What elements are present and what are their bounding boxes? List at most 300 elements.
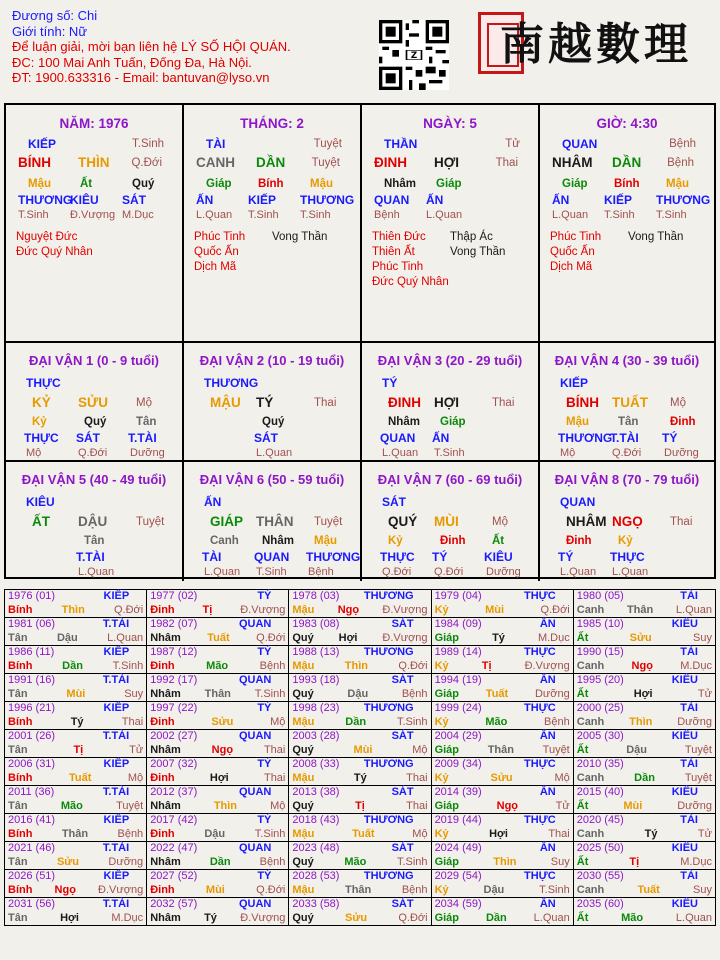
year-stem: Quý [292,631,314,644]
hidden-star: THƯƠNG [300,193,355,207]
hidden-star: TÝ [662,431,678,445]
year-cell [5,758,147,786]
dai-van-branch: HỢI [434,395,460,410]
year-branch: Mùi [205,883,225,896]
dai-van-cell [540,343,714,462]
year-state: Đ.Vượng [382,603,428,616]
year-branch: Tý [492,631,505,644]
header-line: ĐT: 1900.633316 - Email: bantuvan@lyso.vn [12,70,270,85]
year-state: L.Quan [675,911,712,924]
dai-van-branch: DẬU [78,514,108,529]
note-left: Nguyệt Đức [16,231,78,243]
hidden-star: THỰC [24,431,59,445]
header-line: Giới tính: Nữ [12,23,88,39]
year-stem: Canh [576,883,605,896]
hidden-stem: Giáp [562,178,588,190]
hidden-state: Bệnh [308,566,334,578]
year-branch: Tuất [68,771,92,784]
year-star: T.TÀI [102,842,130,854]
dai-van-branch: TÝ [256,395,274,410]
year-star: THỰC [524,590,556,602]
dai-van-god: Thai [492,397,515,409]
dai-van-cell [362,343,540,462]
year-star: THƯƠNG [363,870,414,882]
year-cell [573,898,715,926]
note-left: Quốc Ấn [550,246,595,258]
year-state: M.Dục [537,631,570,644]
year-stem: Bính [8,659,33,672]
year-branch: Ngọ [496,799,519,812]
year-star: KIÊU [671,730,698,742]
year-state: Q.Đới [256,883,286,896]
year-state: Đ.Vượng [524,659,570,672]
pillar-god: T.Sinh [132,138,164,150]
year-state: Bệnh [401,883,428,896]
year-cell [147,674,289,702]
note-right: Vong Thần [628,231,684,243]
hidden-stem: Bính [258,178,284,190]
pillar-title: NĂM: 1976 [59,116,129,131]
year-star: TÝ [257,814,272,826]
year-label: 2006 (31) [8,758,56,770]
year-star: KIÊU [671,898,698,910]
hidden-star: QUAN [380,431,416,445]
hidden-stem: Ất [80,178,93,190]
year-cell [431,730,573,758]
note-right: Vong Thần [450,246,506,258]
pillar-branch: DẦN [612,155,642,170]
hidden-star: ẤN [196,193,214,207]
year-label: 2030 (55) [576,870,624,882]
year-branch: Dần [345,715,367,728]
hidden-stem: Tân [84,535,105,547]
hidden-stem: Quý [262,416,285,428]
hidden-state: Q.Đới [434,566,464,578]
year-label: 2027 (52) [150,870,198,882]
year-stem: Tân [8,743,28,756]
year-cell [573,702,715,730]
year-cell [147,898,289,926]
year-state: Bệnh [401,687,428,700]
year-star: KIẾP [103,758,130,770]
year-stem: Ất [576,799,589,812]
dai-van-title: ĐẠI VẬN 6 (50 - 59 tuổi) [199,472,345,487]
hidden-state: T.Sinh [18,209,49,221]
year-label: 2031 (56) [8,898,56,910]
year-branch: Tý [644,827,658,840]
year-branch: Thìn [61,603,85,616]
year-cell [573,870,715,898]
table-row [5,758,716,786]
hidden-state: L.Quan [196,209,233,221]
year-branch: Hợi [489,827,508,840]
year-cell [147,758,289,786]
year-branch: Mão [60,799,83,812]
year-star: SÁT [391,674,414,686]
year-star: TÀI [680,870,698,882]
year-label: 1982 (07) [150,618,198,630]
year-branch: Hợi [209,771,229,784]
year-branch: Tị [355,799,365,812]
annual-luck-table [4,589,716,926]
hidden-star: THỰC [380,550,415,564]
dai-van-star: THỰC [26,376,61,390]
year-branch: Dậu [347,687,369,700]
year-state: Mộ [554,771,570,784]
hidden-star: THƯƠNG [18,193,73,207]
year-star: ẤN [539,898,556,910]
year-star: KIẾP [103,646,130,658]
year-star: KIÊU [671,786,698,798]
year-label: 1994 (19) [434,674,482,686]
year-state: Bệnh [259,659,286,672]
year-label: 2003 (28) [292,730,340,742]
hidden-stem: Giáp [206,178,232,190]
year-label: 2004 (29) [434,730,482,742]
year-state: T.Sinh [254,687,286,700]
note-left: Quốc Ấn [194,246,239,258]
year-label: 1992 (17) [150,674,198,686]
header-line: Để luận giải, mời bạn liên hệ LÝ SỐ HỘI QUÁN. [12,39,291,54]
year-state: M.Dục [680,659,712,672]
year-state: Thai [406,771,428,784]
year-branch: Hợi [633,687,653,700]
year-cell [147,842,289,870]
hidden-stem: Ất [492,535,505,547]
year-label: 2011 (36) [8,786,55,798]
year-state: Tử [697,827,712,840]
year-star: KIÊU [671,618,698,630]
header-line: Đương số: Chi [12,8,98,23]
hidden-stem: Kỷ [618,535,633,547]
year-stem: Mậu [292,659,315,672]
year-cell [289,702,431,730]
pillar-stem: CANH [196,155,235,170]
year-branch: Tuất [207,631,230,644]
year-state: M.Dục [680,855,712,868]
hidden-state: T.Sinh [434,447,465,459]
dai-van-stem: GIÁP [210,514,244,529]
year-state: Bệnh [117,827,144,840]
year-cell [573,590,715,618]
dai-van-stem: MẬU [210,395,241,410]
year-branch: Tý [70,715,84,728]
brand-logo: 南越數理 [500,19,692,70]
chart-grid [4,103,716,579]
year-branch: Dần [485,911,507,924]
dai-van-title: ĐẠI VẬN 3 (20 - 29 tuổi) [377,353,523,368]
year-stem: Quý [292,799,314,812]
year-state: Mộ [270,715,286,728]
hidden-state: L.Quan [560,566,597,578]
year-cell [289,814,431,842]
year-state: Tuyệt [116,799,144,812]
year-star: KIÊU [671,842,698,854]
year-star: SÁT [391,618,414,630]
year-label: 2009 (34) [434,758,482,770]
year-stem: Đinh [150,603,175,616]
pillar-star: KIẾP [28,137,57,151]
year-cell [5,646,147,674]
year-state: Tử [697,687,712,700]
year-label: 2015 (40) [576,786,624,798]
dai-van-star: KIẾP [560,376,589,390]
hidden-stem: Đinh [440,535,466,547]
dai-van-title: ĐẠI VẬN 1 (0 - 9 tuổi) [28,353,159,368]
year-stem: Mậu [292,883,315,896]
year-state: Bệnh [259,855,286,868]
year-cell [147,590,289,618]
year-stem: Đinh [150,659,175,672]
dai-van-cell [6,462,184,581]
year-branch: Thân [61,827,89,840]
dai-van-god: Mộ [670,397,686,409]
year-star: ẤN [539,674,556,686]
hidden-star: QUAN [254,550,290,564]
year-cell [573,618,715,646]
year-state: Dưỡng [677,715,712,728]
year-label: 2033 (58) [292,898,340,910]
hidden-state: L.Quan [204,566,241,578]
dai-van-branch: TUẤT [612,395,648,410]
table-row [5,814,716,842]
year-cell [5,786,147,814]
year-star: THỰC [524,702,556,714]
year-star: ẤN [539,730,556,742]
year-branch: Tuất [485,687,509,700]
dai-van-god: Tuyệt [314,516,343,528]
year-star: THƯƠNG [363,758,414,770]
year-star: QUAN [238,786,272,798]
year-label: 2032 (57) [150,898,198,910]
year-label: 1980 (05) [576,590,624,602]
year-branch: Tý [353,771,367,784]
year-branch: Sửu [56,855,79,868]
year-stem: Canh [576,827,605,840]
hidden-stem: Đinh [670,416,696,428]
year-label: 1976 (01) [8,590,56,602]
year-label: 2021 (46) [8,842,56,854]
pillar-title: NGÀY: 5 [423,116,477,131]
pillar-stem: BÍNH [18,155,51,170]
year-state: Mộ [412,743,428,756]
year-cell [573,842,715,870]
year-branch: Sửu [490,771,513,784]
year-cell [573,758,715,786]
year-label: 2014 (39) [434,786,482,798]
year-state: Suy [693,883,712,896]
year-branch: Sửu [211,715,234,728]
year-label: 2016 (41) [8,814,56,826]
dai-van-star: SÁT [382,495,406,509]
hidden-stem: Kỷ [388,535,403,547]
year-branch: Ngọ [54,883,76,896]
year-state: Dưỡng [534,687,570,700]
hidden-star: THỰC [610,550,645,564]
year-state: Đ.Vượng [98,883,144,896]
year-stem: Bính [8,603,33,616]
year-stem: Giáp [434,687,460,700]
pillar-star: QUAN [562,137,598,151]
year-branch: Ngọ [211,743,234,756]
hidden-state: Bệnh [374,209,400,221]
year-star: SÁT [391,730,414,742]
year-label: 2026 (51) [8,870,56,882]
year-cell [431,898,573,926]
year-stem: Kỷ [434,827,449,840]
year-stem: Bính [8,715,33,728]
year-cell [5,590,147,618]
hidden-star: TÀI [202,550,222,564]
year-state: Q.Đới [398,659,428,672]
hidden-star: TÝ [558,550,574,564]
dai-van-cell [362,462,540,581]
year-branch: Mão [344,855,367,868]
year-stem: Tân [8,855,28,868]
dai-van-cell [184,462,362,581]
year-state: Tuyệt [684,743,712,756]
year-star: ẤN [539,842,556,854]
pillar-cell [362,105,540,343]
table-row [5,674,716,702]
year-state: M.Dục [111,911,144,924]
year-state: Đ.Vượng [240,603,286,616]
year-stem: Ất [576,687,589,700]
table-row [5,730,716,758]
year-star: KIÊU [671,674,698,686]
year-branch: Dậu [204,827,226,840]
hidden-star: T.TÀI [76,550,105,564]
year-stem: Bính [8,883,33,896]
year-stem: Quý [292,743,314,756]
year-label: 1998 (23) [292,702,340,714]
year-state: Thai [406,799,428,812]
year-cell [431,702,573,730]
year-state: T.Sinh [539,883,570,896]
year-label: 1995 (20) [576,674,624,686]
hidden-state: Dưỡng [664,447,699,459]
year-state: Thai [548,827,570,840]
year-star: THƯƠNG [363,646,414,658]
year-state: Mộ [127,771,144,784]
year-branch: Thân [204,687,231,700]
pillar-branch: THÌN [78,155,110,170]
hidden-star: T.TÀI [128,431,157,445]
hidden-state: Q.Đới [78,447,108,459]
dai-van-title: ĐẠI VẬN 2 (10 - 19 tuổi) [199,353,345,368]
year-branch: Ngọ [337,603,360,616]
hidden-star: ẤN [426,193,444,207]
svg-text:Z: Z [410,51,418,61]
hidden-state: L.Quan [256,447,293,459]
year-star: THƯƠNG [363,814,414,826]
year-stem: Kỷ [434,659,449,672]
year-label: 2001 (26) [8,730,56,742]
year-star: T.TÀI [102,618,130,630]
year-branch: Thân [344,883,372,896]
hidden-star: ẤN [432,431,450,445]
year-stem: Đinh [150,883,175,896]
year-star: T.TÀI [102,674,130,686]
hidden-state: T.Sinh [656,209,687,221]
year-cell [289,870,431,898]
year-branch: Mùi [485,603,505,616]
year-stem: Mậu [292,827,315,840]
year-stem: Nhâm [150,799,181,812]
dai-van-stem: NHÂM [566,514,607,529]
year-stem: Tân [8,631,28,644]
note-left: Dịch Mã [194,261,237,273]
year-cell [147,702,289,730]
dai-van-branch: THÂN [256,514,294,529]
dai-van-title: ĐẠI VẬN 5 (40 - 49 tuổi) [21,472,167,487]
hidden-state: Đ.Vượng [70,209,116,221]
year-label: 2034 (59) [434,898,482,910]
hidden-state: T.Sinh [604,209,635,221]
hidden-stem: Giáp [436,178,462,190]
year-cell [289,758,431,786]
year-star: TÝ [257,870,272,882]
year-branch: Tị [481,659,492,672]
hidden-state: Dưỡng [130,447,165,459]
hidden-stem: Bính [614,178,640,190]
year-star: SÁT [391,786,414,798]
year-label: 1993 (18) [292,674,340,686]
year-star: QUAN [238,898,272,910]
year-star: TÝ [257,646,272,658]
dai-van-cell [6,343,184,462]
year-label: 1986 (11) [8,646,55,658]
year-state: T.Sinh [396,715,428,728]
hidden-star: SÁT [254,431,278,445]
year-label: 1996 (21) [8,702,56,714]
hidden-state: Q.Đới [382,566,412,578]
pillar-star: THẦN [384,137,418,151]
year-label: 1999 (24) [434,702,482,714]
year-stem: Kỷ [434,771,449,784]
year-label: 2012 (37) [150,786,198,798]
note-left: Phúc Tinh [372,261,424,273]
dai-van-branch: SỬU [78,395,108,410]
year-stem: Giáp [434,799,460,812]
hidden-star: SÁT [122,193,146,207]
year-stem: Nhâm [150,687,181,700]
year-cell [5,898,147,926]
pillar-cell [184,105,362,343]
hidden-stem: Mậu [28,178,51,190]
dai-van-god: Mộ [136,397,152,409]
year-branch: Thân [487,743,514,756]
pillar-god: Tử [505,138,520,150]
year-branch: Mão [485,715,508,728]
hidden-state: L.Quan [426,209,463,221]
year-label: 2017 (42) [150,814,198,826]
year-star: TÝ [257,758,272,770]
year-stem: Quý [292,687,314,700]
year-state: Tử [555,799,570,812]
year-cell [289,786,431,814]
year-state: T.Sinh [254,827,286,840]
year-stem: Giáp [434,855,460,868]
year-stem: Đinh [150,827,175,840]
year-state: L.Quan [533,911,570,924]
year-star: SÁT [391,842,414,854]
year-label: 2000 (25) [576,702,624,714]
year-state: Suy [124,687,144,700]
year-branch: Dần [634,771,655,784]
pillar-god: Bệnh [669,138,696,150]
year-cell [289,730,431,758]
